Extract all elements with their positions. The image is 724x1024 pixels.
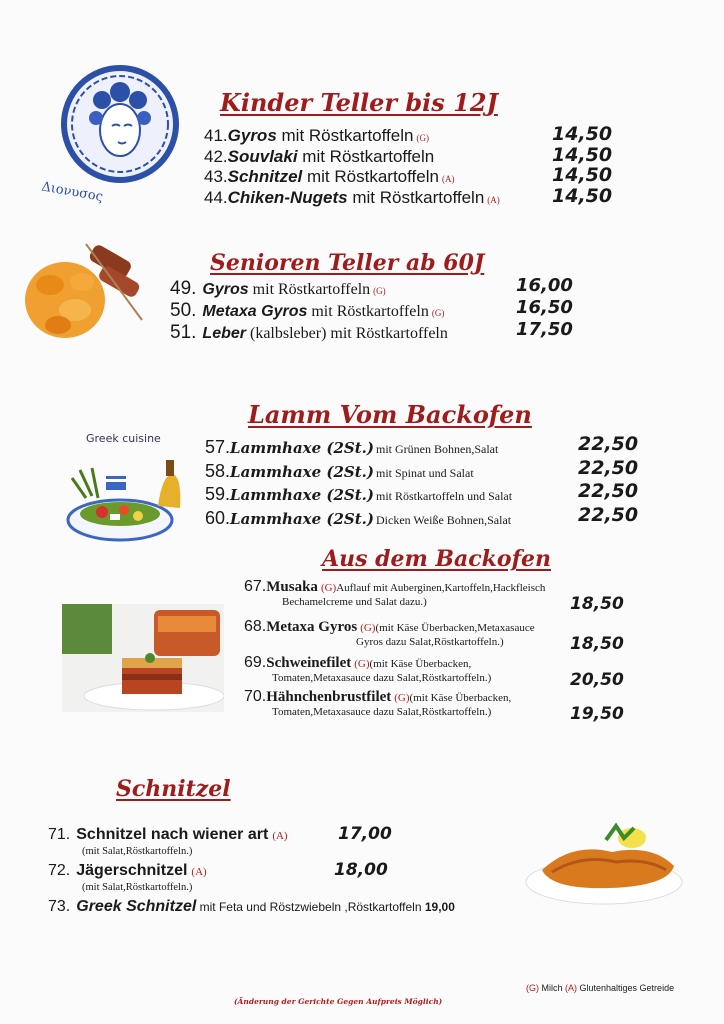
allergen-tag: (A) xyxy=(487,194,500,205)
item-price: 17,00 xyxy=(338,824,392,844)
item-price: 19,50 xyxy=(570,704,624,724)
dish-description: (mit Käse Überbacken,Metaxasauce xyxy=(375,622,535,634)
dish-name: Lammhaxe (2St.) xyxy=(230,486,374,504)
item-price: 14,50 xyxy=(552,123,613,145)
dish-description: mit Röstkartoffeln xyxy=(347,187,485,207)
allergen-tag: (G) xyxy=(360,622,376,634)
menu-item xyxy=(205,437,498,458)
allergen-tag: (G) xyxy=(373,286,386,296)
greek-cuisine-caption: Greek cuisine xyxy=(86,432,161,445)
dish-description: mit Röstkartoffeln xyxy=(307,303,429,320)
kinder-heading: Kinder Teller bis 12J xyxy=(220,88,498,117)
dish-description-line2: Tomaten,Metaxasauce dazu Salat,Röstkartoffeln.) xyxy=(272,672,492,684)
item-number: 68. xyxy=(244,618,267,635)
item-number: 72. xyxy=(48,862,71,879)
menu-item xyxy=(204,188,500,208)
legend-g-code: (G) xyxy=(526,983,539,993)
item-price: 16,50 xyxy=(516,297,573,318)
menu-item xyxy=(244,618,535,636)
item-number: 43. xyxy=(204,167,228,186)
item-price: 19,00 xyxy=(424,900,455,914)
greek-salad-image xyxy=(62,448,187,548)
dish-description: mit Spinat und Salat xyxy=(376,465,474,480)
menu-item xyxy=(204,167,454,187)
item-price: 16,00 xyxy=(516,275,573,296)
dish-description: mit Röstkartoffeln xyxy=(276,126,414,145)
menu-item xyxy=(48,862,207,880)
dish-name: Lammhaxe (2St.) xyxy=(230,509,374,528)
dish-name: Jägerschnitzel xyxy=(76,862,188,879)
dish-name: Hähnchenbrustfilet xyxy=(266,689,392,705)
item-price: 22,50 xyxy=(578,456,639,479)
allergen-legend xyxy=(526,983,674,993)
legend-a-text: Glutenhaltiges Getreide xyxy=(577,983,675,993)
dish-description: Dicken Weiße Bohnen,Salat xyxy=(376,512,512,527)
menu-item xyxy=(204,147,434,167)
legend-g-text: Milch xyxy=(539,983,566,993)
dish-description: mit Röstkartoffeln xyxy=(302,167,439,186)
item-number: 60. xyxy=(205,507,231,528)
dish-description: (mit Käse Überbacken, xyxy=(369,658,472,670)
dish-name: Souvlaki xyxy=(227,146,298,166)
dish-name: Metaxa Gyros xyxy=(202,303,308,320)
item-number: 70. xyxy=(244,688,267,705)
menu-item xyxy=(170,278,386,300)
item-price: 18,50 xyxy=(570,594,624,614)
fries-skewer-image xyxy=(20,240,150,350)
item-price: 17,50 xyxy=(516,319,573,340)
dish-description: Auflauf mit Auberginen,Kartoffeln,Hackfleisch xyxy=(336,582,546,594)
dish-description-line2: Tomaten,Metaxasauce dazu Salat,Röstkartoffeln.) xyxy=(272,706,492,718)
dish-name: Gyros xyxy=(227,126,277,145)
item-number: 51. xyxy=(170,322,197,343)
item-price: 14,50 xyxy=(552,143,613,166)
item-number: 49. xyxy=(170,278,197,299)
item-number: 41. xyxy=(204,126,228,145)
dish-name: Musaka xyxy=(266,579,318,595)
menu-item xyxy=(244,688,511,706)
dish-name: Schnitzel nach wiener art xyxy=(76,826,269,843)
dish-description: mit Grünen Bohnen,Salat xyxy=(376,442,499,456)
dish-subtext: (mit Salat,Röstkartoffeln.) xyxy=(82,882,193,893)
item-number: 58. xyxy=(205,460,231,481)
logo-text: Διονυσος xyxy=(40,179,105,205)
allergen-tag: (G) xyxy=(416,133,429,143)
dish-name: Metaxa Gyros xyxy=(266,619,358,635)
allergen-tag: (G) xyxy=(394,692,410,704)
item-price: 14,50 xyxy=(552,164,613,186)
allergen-tag: (A) xyxy=(191,866,207,878)
dish-description-line2: Bechamelcreme und Salat dazu.) xyxy=(282,596,427,608)
dish-description: (kalbsleber) mit Röstkartoffeln xyxy=(246,325,448,342)
allergen-tag: (A) xyxy=(272,830,288,842)
schnitzel-heading: Schnitzel xyxy=(116,776,231,802)
dish-name: Lammhaxe (2St.) xyxy=(230,462,374,481)
dish-name: Chiken-Nugets xyxy=(227,187,348,207)
dish-name: Schweinefilet xyxy=(266,655,352,671)
senioren-heading: Senioren Teller ab 60J xyxy=(210,250,485,276)
menu-item xyxy=(205,461,474,482)
allergen-tag: (G) xyxy=(320,582,337,594)
moussaka-image xyxy=(62,604,224,712)
item-number: 59. xyxy=(205,484,231,504)
item-number: 69. xyxy=(244,654,267,671)
item-number: 44. xyxy=(204,187,228,207)
dish-name: Greek Schnitzel xyxy=(76,898,197,915)
dish-description: mit Feta und Röstzwiebeln ,Röstkartoffeln xyxy=(196,900,425,914)
menu-item xyxy=(48,826,288,844)
menu-item xyxy=(205,508,511,529)
item-price: 18,50 xyxy=(570,634,624,654)
dish-name: Lammhaxe (2St.) xyxy=(230,439,374,457)
item-price: 22,50 xyxy=(578,480,639,502)
dish-description-line2: Gyros dazu Salat,Röstkartoffeln.) xyxy=(356,636,504,648)
allergen-tag: (G) xyxy=(431,308,445,318)
menu-item xyxy=(205,484,512,505)
dish-description: mit Röstkartoffeln xyxy=(248,281,371,298)
lamm-heading: Lamm Vom Backofen xyxy=(248,400,532,429)
menu-item xyxy=(244,578,545,596)
dish-name: Leber xyxy=(202,325,246,342)
allergen-tag: (A) xyxy=(441,174,455,184)
footer-note: (Änderung der Gerichte Gegen Aufpreis Möglich) xyxy=(234,997,443,1006)
item-number: 71. xyxy=(48,826,71,843)
item-number: 73. xyxy=(48,898,71,915)
menu-item xyxy=(170,322,448,344)
menu-item xyxy=(244,654,471,672)
item-price: 22,50 xyxy=(578,433,639,455)
schnitzel-image xyxy=(522,820,687,908)
item-price: 20,50 xyxy=(570,670,624,690)
allergen-tag: (G) xyxy=(354,658,370,670)
dish-description: (mit Käse Überbacken, xyxy=(409,692,512,704)
backofen-heading: Aus dem Backofen xyxy=(322,546,552,572)
menu-item xyxy=(170,300,444,322)
item-number: 42. xyxy=(204,146,228,166)
legend-a-code: (A) xyxy=(565,983,578,993)
item-price: 14,50 xyxy=(552,184,613,207)
dionysus-logo xyxy=(38,52,188,212)
item-price: 18,00 xyxy=(334,860,388,880)
dish-name: Gyros xyxy=(202,281,249,298)
item-number: 57. xyxy=(205,437,231,457)
item-price: 22,50 xyxy=(578,503,639,526)
item-number: 67. xyxy=(244,578,267,595)
item-number: 50. xyxy=(170,300,197,321)
dish-name: Schnitzel xyxy=(227,167,303,186)
dish-description: mit Röstkartoffeln und Salat xyxy=(376,489,513,503)
menu-item xyxy=(48,898,455,916)
dish-description: mit Röstkartoffeln xyxy=(297,146,435,166)
dish-subtext: (mit Salat,Röstkartoffeln.) xyxy=(82,846,193,857)
menu-item xyxy=(204,126,429,146)
